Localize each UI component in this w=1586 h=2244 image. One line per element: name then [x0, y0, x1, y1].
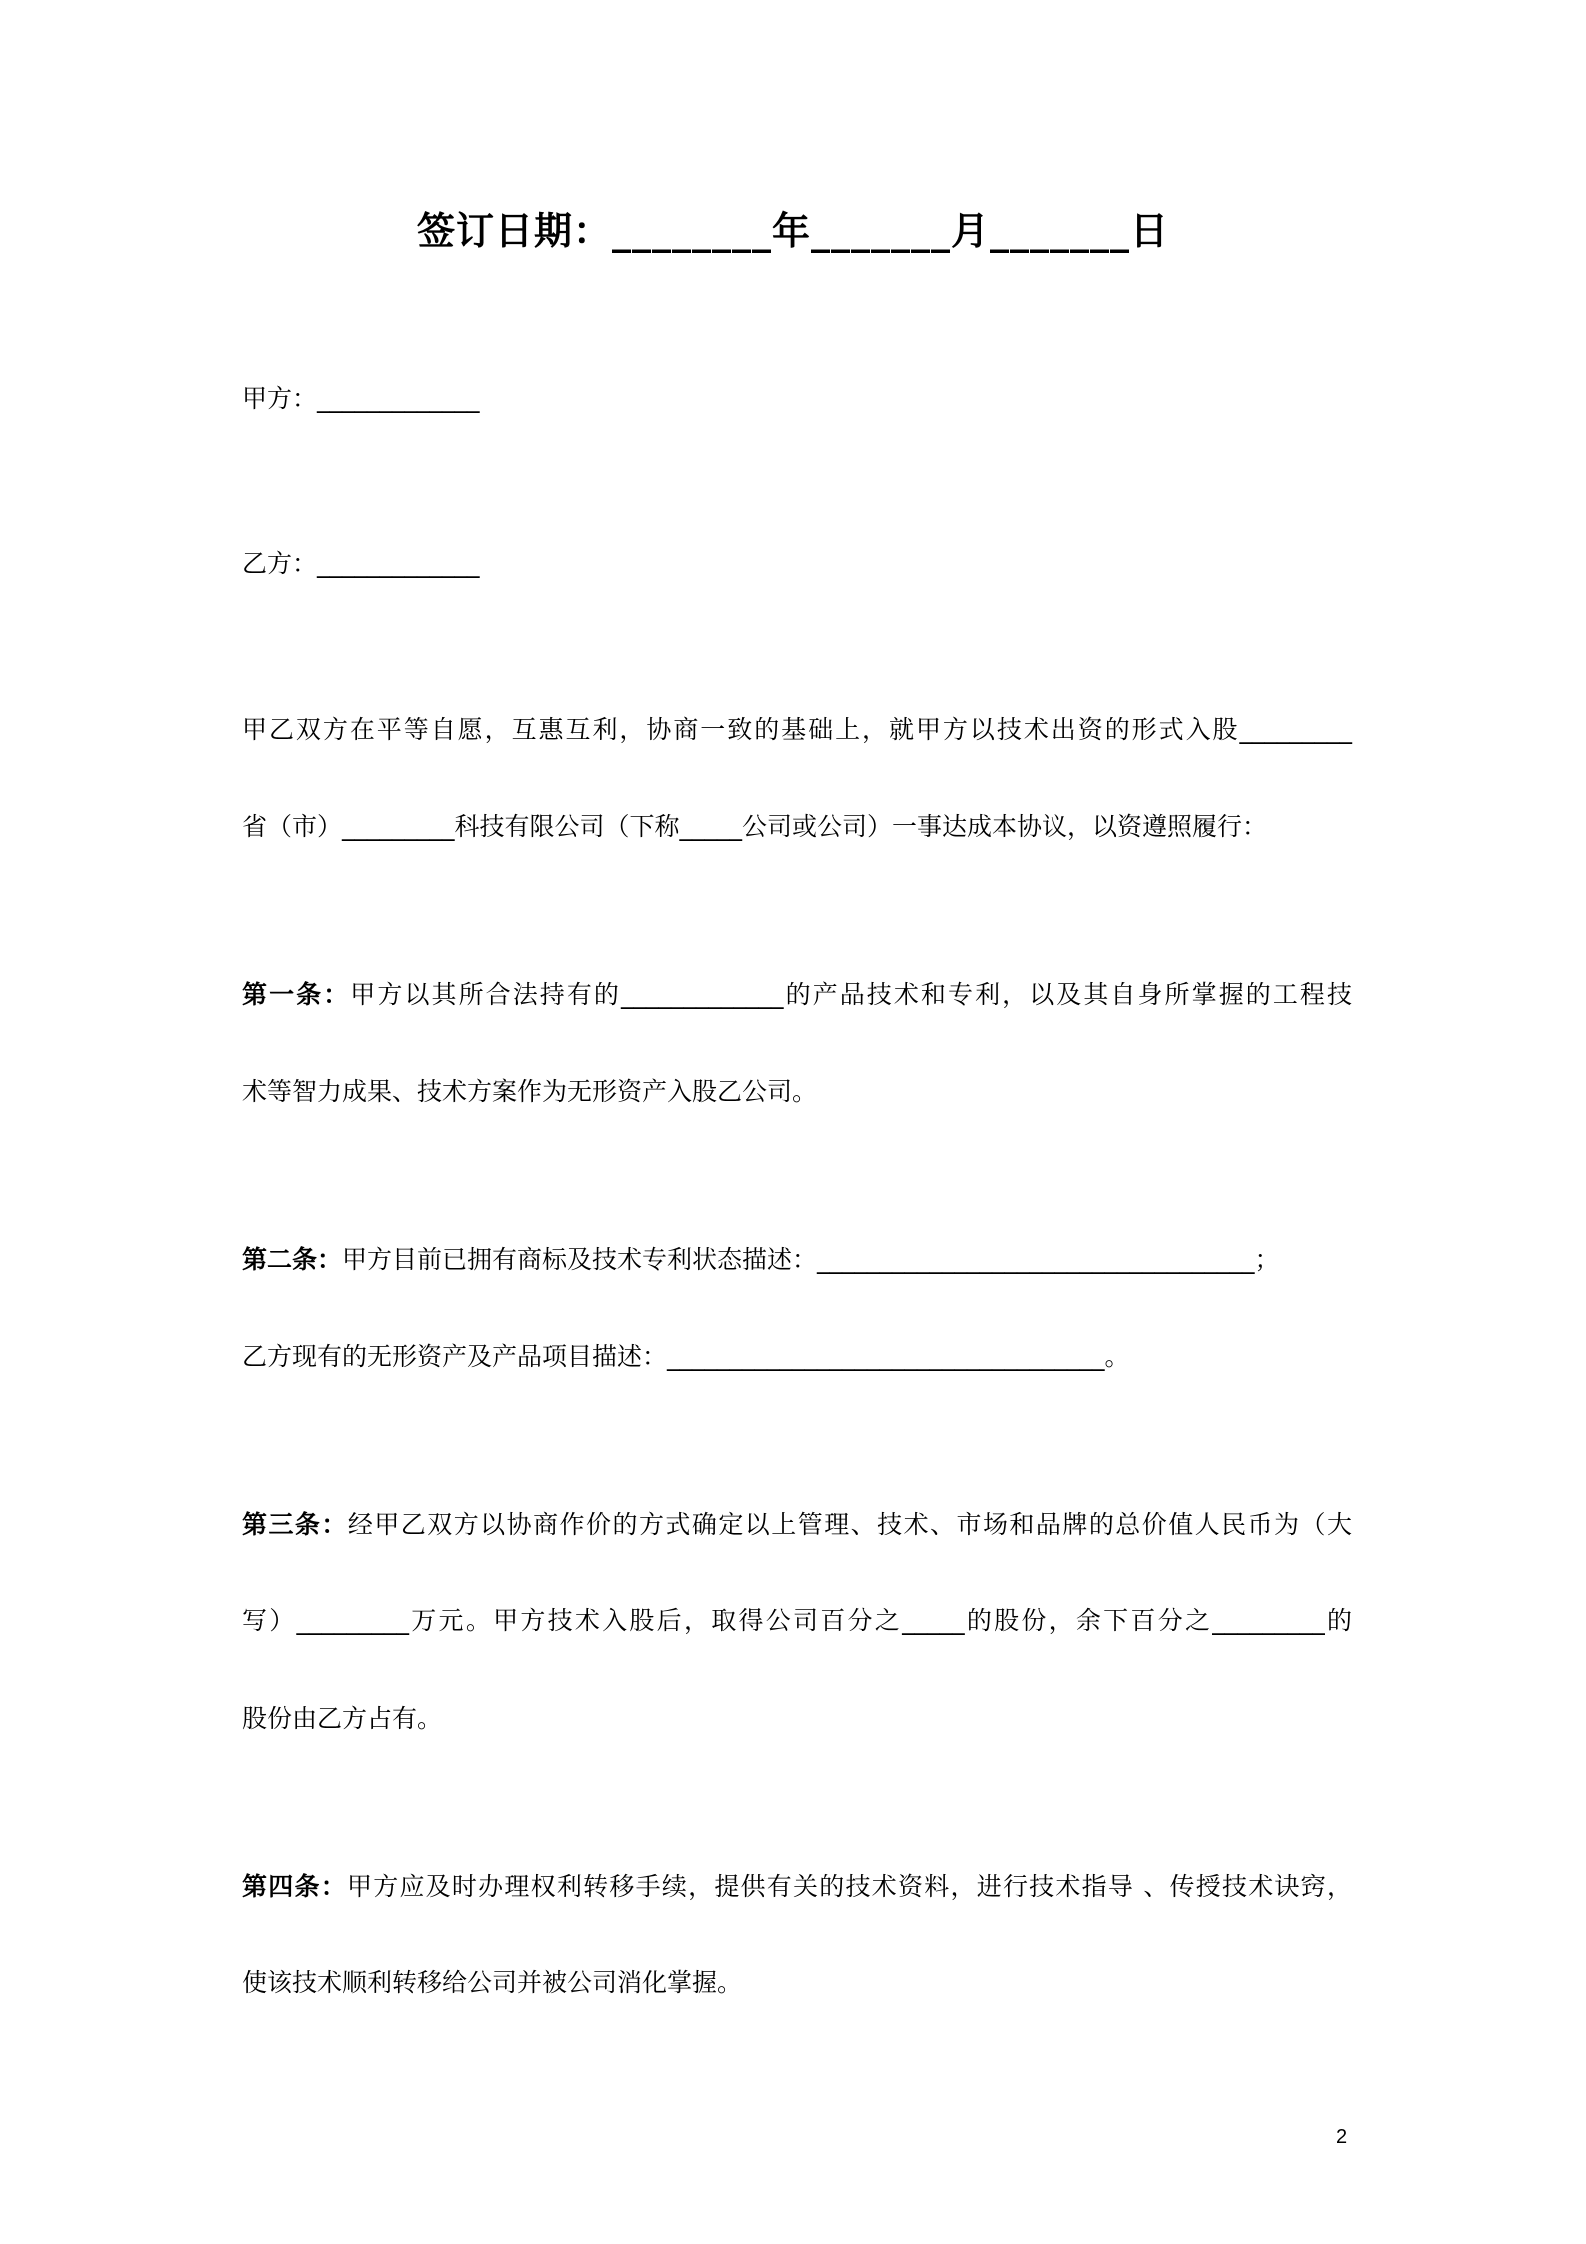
article-1-text-1: 甲方以其所合法持有的_____________的产品技术和专利，以及其自身所掌握的工程技	[350, 980, 1352, 1009]
article-1-line-1	[242, 978, 1352, 1012]
article-4-line-2: 使该技术顺利转移给公司并被公司消化掌握。	[242, 1968, 743, 1997]
signing-date-title: 签订日期：________年_______月_______日	[416, 209, 1169, 253]
intro-line-2: 省（市）_________科技有限公司（下称_____公司或公司）一事达成本协议，以资遵照履行：	[242, 812, 1268, 841]
article-3-line-1	[242, 1508, 1352, 1542]
article-3-text-1: 经甲乙双方以协商作价的方式确定以上管理、技术、市场和品牌的总价值人民币为（大	[347, 1510, 1352, 1539]
article-1-line-2: 术等智力成果、技术方案作为无形资产入股乙公司。	[242, 1077, 818, 1106]
article-2-text-1: 甲方目前已拥有商标及技术专利状态描述：___________________________________；	[342, 1245, 1280, 1274]
article-3-line-2: 写）_________万元。甲方技术入股后，取得公司百分之_____的股份，余下百分之_________的	[242, 1606, 1352, 1635]
article-3-label: 第三条：	[242, 1510, 348, 1539]
article-4-line-1	[242, 1870, 1352, 1904]
intro-line-1: 甲乙双方在平等自愿，互惠互利，协商一致的基础上，就甲方以技术出资的形式入股_________	[242, 715, 1352, 744]
article-2-label: 第二条：	[242, 1245, 343, 1274]
party-a-line: 甲方：_____________	[242, 384, 480, 413]
article-2-line-2: 乙方现有的无形资产及产品项目描述：___________________________________。	[242, 1342, 1130, 1371]
article-4-text-1: 甲方应及时办理权利转移手续，提供有关的技术资料，进行技术指导 、传授技术诀窍，	[346, 1872, 1352, 1901]
article-4-label: 第四条：	[242, 1872, 347, 1901]
article-2-line-1	[242, 1243, 1280, 1277]
article-3-line-3: 股份由乙方占有。	[242, 1704, 443, 1733]
article-1-label: 第一条：	[242, 980, 351, 1009]
party-b-line: 乙方：_____________	[242, 549, 480, 578]
page-number: 2	[1336, 2126, 1348, 2148]
